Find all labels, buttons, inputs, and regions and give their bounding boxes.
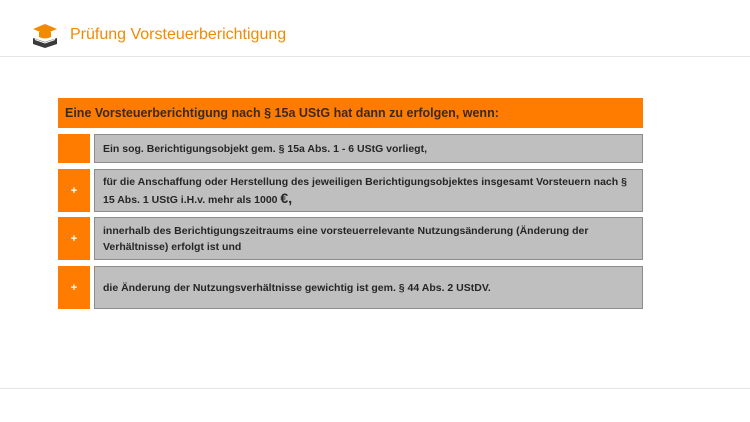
condition-marker: + — [58, 266, 90, 309]
condition-marker: + — [58, 169, 90, 212]
book-graduation-cap-icon — [30, 20, 60, 50]
condition-text: innerhalb des Berichtigungszeitraums eine vorsteuerrelevante Nutzungsänderung (Änderung der Verhältnisse) erfolgt ist und — [94, 217, 643, 260]
euro-amount: €, — [280, 189, 293, 206]
condition-text: Ein sog. Berichtigungsobjekt gem. § 15a Abs. 1 - 6 UStG vorliegt, — [94, 134, 643, 163]
condition-row-4 — [58, 266, 643, 309]
condition-row-3 — [58, 217, 643, 260]
condition-row-1 — [58, 134, 643, 163]
condition-text: die Änderung der Nutzungsverhältnisse gewichtig ist gem. § 44 Abs. 2 UStDV. — [94, 266, 643, 309]
page-title: Prüfung Vorsteuerberichtigung — [70, 26, 287, 43]
condition-row-2 — [58, 169, 643, 212]
footer-divider — [0, 388, 750, 389]
intro-banner: Eine Vorsteuerberichtigung nach § 15a UStG hat dann zu erfolgen, wenn: — [58, 98, 643, 128]
condition-text: für die Anschaffung oder Herstellung des jeweiligen Berichtigungsobjektes insgesamt Vorsteuern nach § 15 Abs. 1 UStG i.H.v. mehr als 1000 €, — [94, 169, 643, 212]
header — [0, 0, 750, 57]
condition-marker — [58, 134, 90, 163]
condition-marker: + — [58, 217, 90, 260]
